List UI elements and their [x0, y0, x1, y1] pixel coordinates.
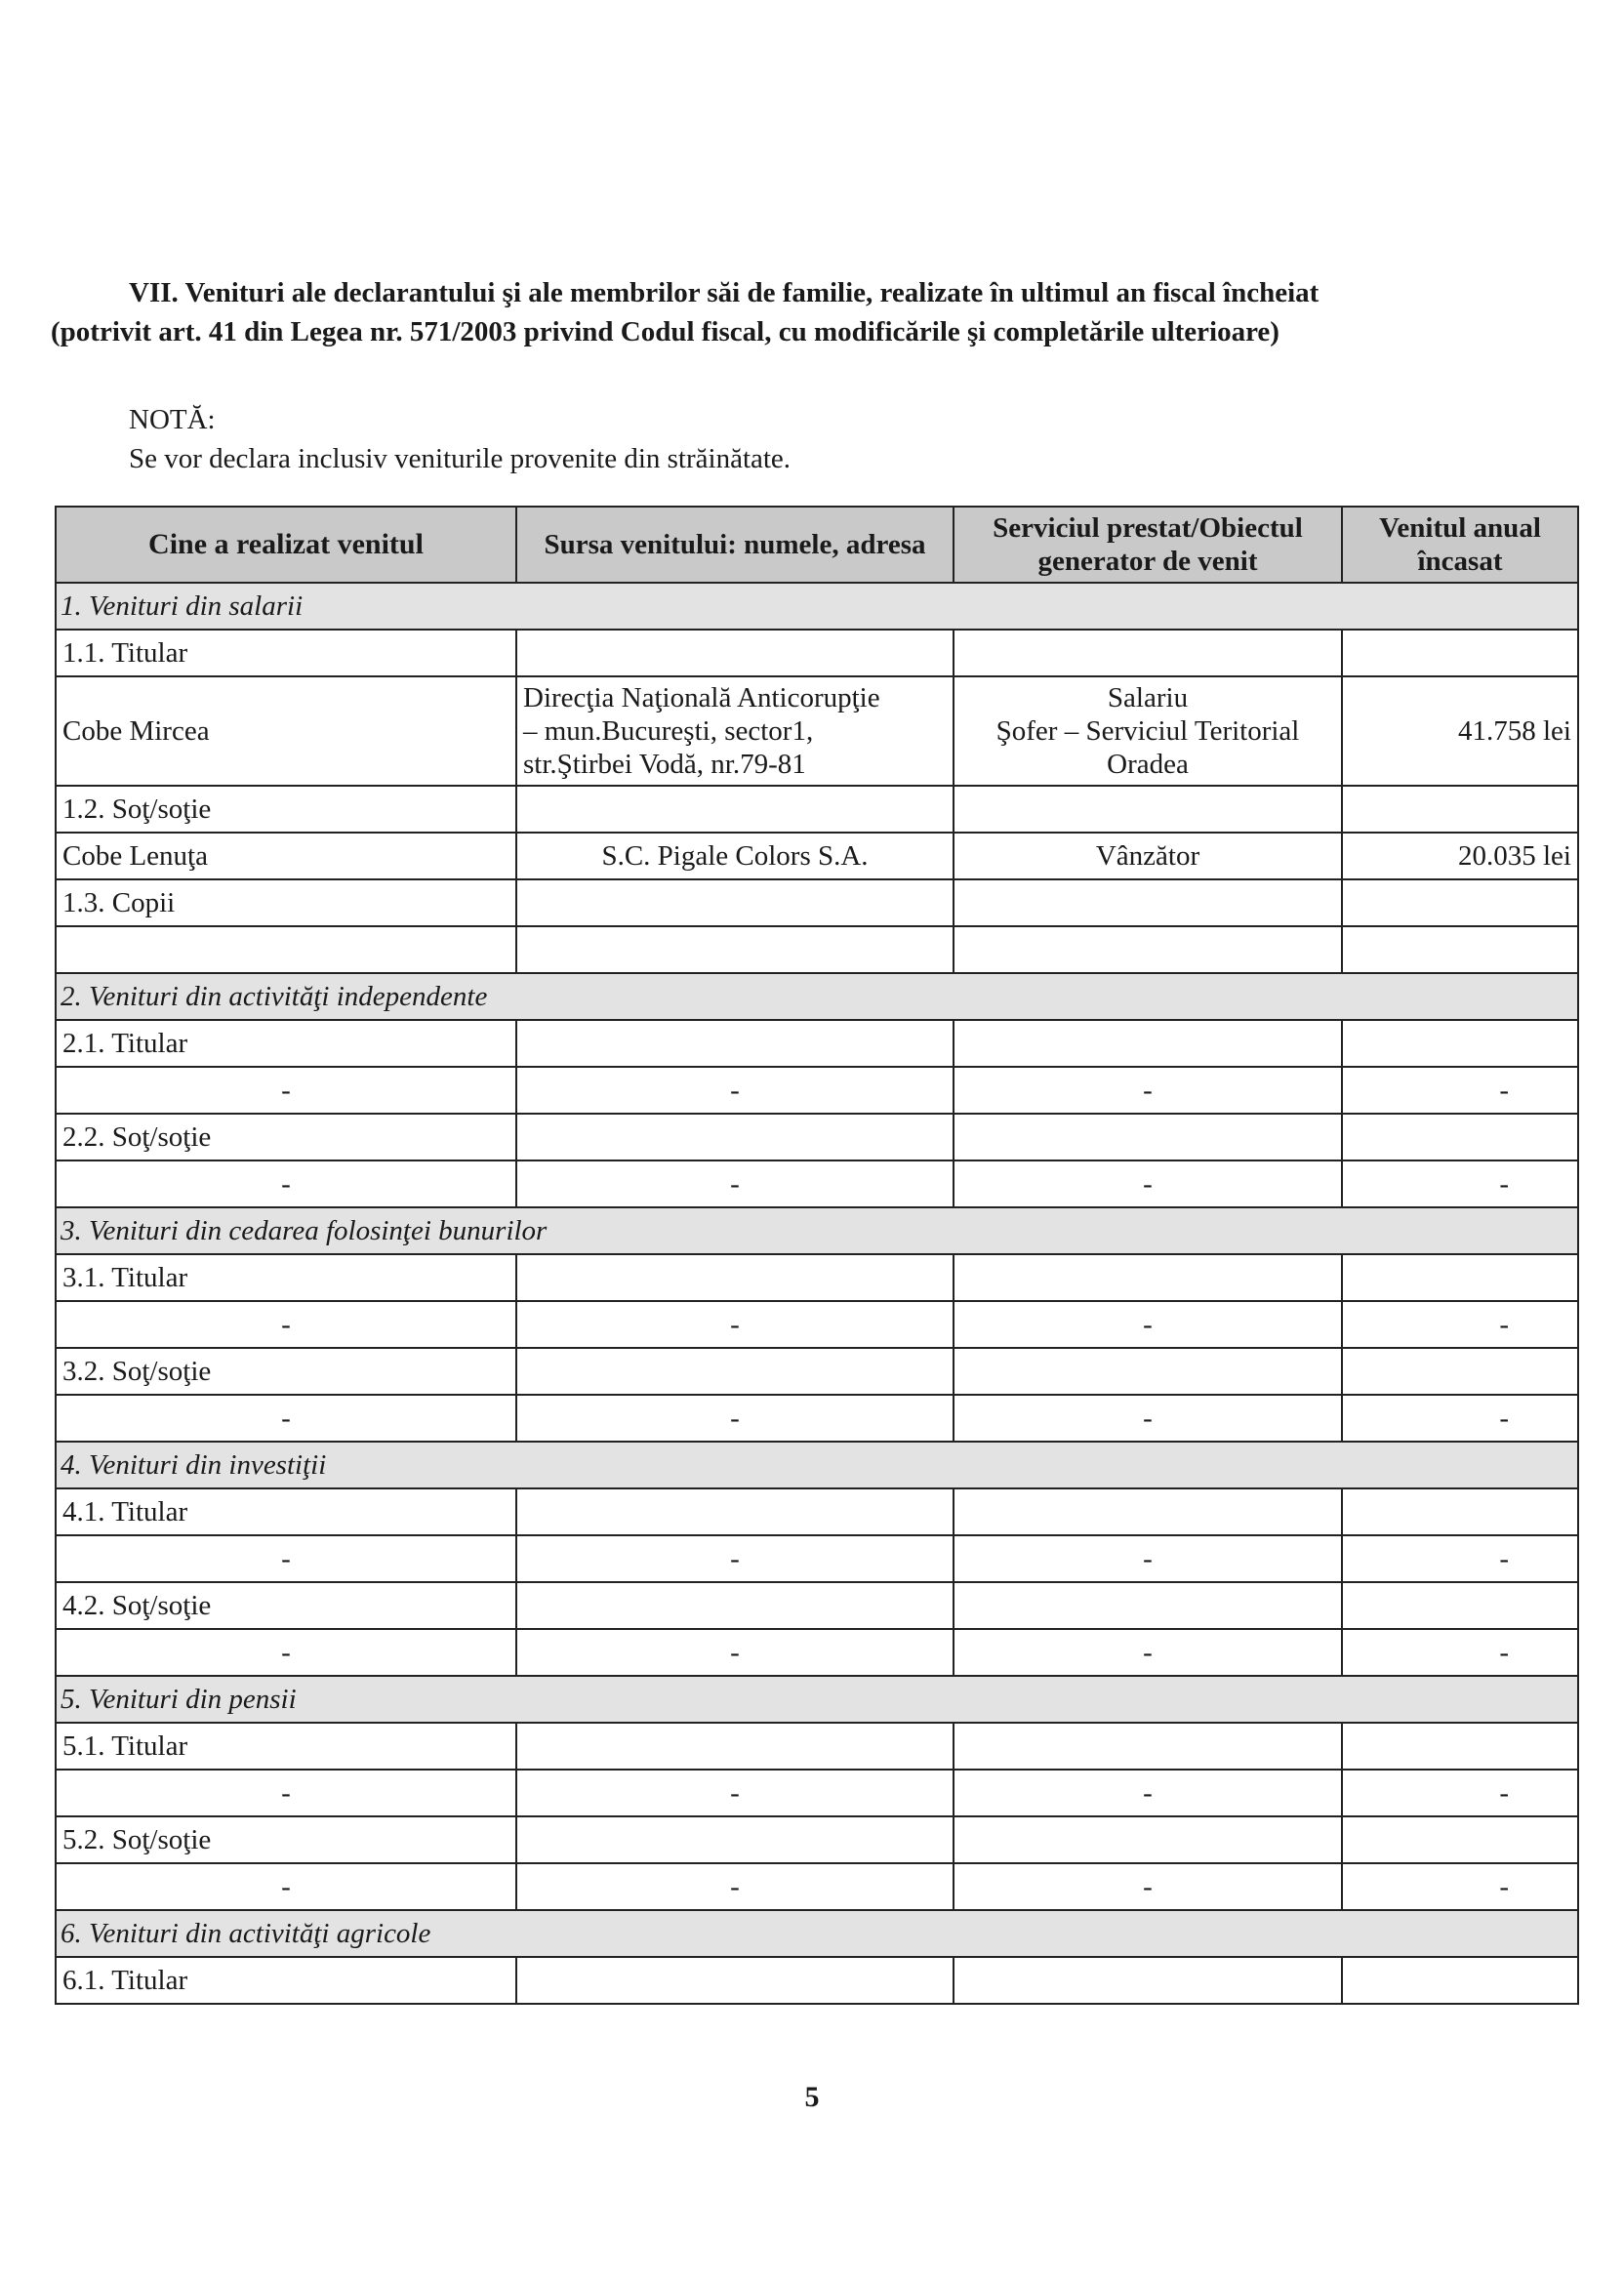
table-row [56, 1770, 1578, 1816]
table-row [56, 1114, 1578, 1160]
header-amount: Venitul anual încasat [1342, 507, 1578, 583]
dash-cell: - [516, 1395, 954, 1442]
section-title: 6. Venituri din activităţi agricole [56, 1910, 1578, 1957]
row-amount: 41.758 lei [1342, 676, 1578, 786]
dash-cell: - [1342, 1301, 1578, 1348]
table-row [56, 786, 1578, 833]
dash-cell: - [1342, 1863, 1578, 1910]
dash-cell: - [1342, 1770, 1578, 1816]
dash-cell: - [56, 1160, 516, 1207]
row-label: 2.2. Soţ/soţie [56, 1114, 516, 1160]
dash-cell: - [516, 1863, 954, 1910]
row-label: 4.1. Titular [56, 1488, 516, 1535]
table-row [56, 1395, 1578, 1442]
dash-cell: - [56, 1301, 516, 1348]
table-row [56, 1488, 1578, 1535]
table-row [56, 879, 1578, 926]
dash-cell: - [954, 1395, 1342, 1442]
dash-cell: - [516, 1301, 954, 1348]
row-label: 3.1. Titular [56, 1254, 516, 1301]
header-service: Serviciul prestat/Obiectul generator de venit [954, 507, 1342, 583]
heading-line-1: VII. Venituri ale declarantului şi ale membrilor săi de familie, realizate în ultimul an fiscal încheiat [129, 277, 1320, 308]
dash-cell: - [56, 1535, 516, 1582]
table-row [56, 1067, 1578, 1114]
table-row [56, 676, 1578, 786]
dash-cell: - [516, 1067, 954, 1114]
table-row [56, 1957, 1578, 2004]
income-table [55, 506, 1579, 2005]
note-block [129, 400, 791, 478]
table-row [56, 1348, 1578, 1395]
row-source: Direcţia Naţională Anticorupţie – mun.Bucureşti, sector1, str.Ştirbei Vodă, nr.79-81 [516, 676, 954, 786]
section-row [56, 1676, 1578, 1723]
note-text: Se vor declara inclusiv veniturile provenite din străinătate. [129, 443, 792, 474]
section-row [56, 1910, 1578, 1957]
section-row [56, 1442, 1578, 1488]
table-row [56, 630, 1578, 676]
heading-line-2: (potrivit art. 41 din Legea nr. 571/2003 privind Codul fiscal, cu modificările şi completările ulterioare) [51, 316, 1279, 347]
table-row [56, 926, 1578, 973]
dash-cell: - [954, 1770, 1342, 1816]
dash-cell: - [1342, 1535, 1578, 1582]
dash-cell: - [516, 1535, 954, 1582]
dash-cell: - [1342, 1395, 1578, 1442]
table-row [56, 1254, 1578, 1301]
table-row [56, 1629, 1578, 1676]
row-source: S.C. Pigale Colors S.A. [516, 833, 954, 879]
page-number: 5 [804, 2081, 820, 2113]
dash-cell: - [56, 1770, 516, 1816]
table-row [56, 1863, 1578, 1910]
section-heading [51, 273, 1573, 351]
row-label: 1.3. Copii [56, 879, 516, 926]
table-row [56, 1301, 1578, 1348]
dash-cell: - [954, 1863, 1342, 1910]
row-person: Cobe Lenuţa [56, 833, 516, 879]
dash-cell: - [516, 1629, 954, 1676]
section-title: 1. Venituri din salarii [56, 583, 1578, 630]
row-label: 6.1. Titular [56, 1957, 516, 2004]
row-label: 5.1. Titular [56, 1723, 516, 1770]
section-title: 3. Venituri din cedarea folosinţei bunurilor [56, 1207, 1578, 1254]
row-label: 1.1. Titular [56, 630, 516, 676]
section-row [56, 973, 1578, 1020]
section-row [56, 583, 1578, 630]
table-row [56, 1160, 1578, 1207]
row-label: 1.2. Soţ/soţie [56, 786, 516, 833]
note-title: NOTĂ: [129, 404, 216, 435]
row-label: 3.2. Soţ/soţie [56, 1348, 516, 1395]
table-row [56, 1723, 1578, 1770]
dash-cell: - [516, 1160, 954, 1207]
row-label: 2.1. Titular [56, 1020, 516, 1067]
dash-cell: - [1342, 1067, 1578, 1114]
row-service: Vânzător [954, 833, 1342, 879]
table-row [56, 833, 1578, 879]
dash-cell: - [954, 1535, 1342, 1582]
table-row [56, 1535, 1578, 1582]
table-header-row [56, 507, 1578, 583]
row-label: 5.2. Soţ/soţie [56, 1816, 516, 1863]
dash-cell: - [954, 1629, 1342, 1676]
row-person: Cobe Mircea [56, 676, 516, 786]
section-row [56, 1207, 1578, 1254]
section-title: 2. Venituri din activităţi independente [56, 973, 1578, 1020]
dash-cell: - [516, 1770, 954, 1816]
header-source: Sursa venitului: numele, adresa [516, 507, 954, 583]
dash-cell: - [954, 1301, 1342, 1348]
section-title: 5. Venituri din pensii [56, 1676, 1578, 1723]
dash-cell: - [56, 1863, 516, 1910]
dash-cell: - [56, 1395, 516, 1442]
dash-cell: - [56, 1629, 516, 1676]
table-row [56, 1020, 1578, 1067]
dash-cell: - [56, 1067, 516, 1114]
table-row [56, 1582, 1578, 1629]
row-amount: 20.035 lei [1342, 833, 1578, 879]
dash-cell: - [1342, 1629, 1578, 1676]
dash-cell: - [954, 1067, 1342, 1114]
dash-cell: - [1342, 1160, 1578, 1207]
table-row [56, 1816, 1578, 1863]
dash-cell: - [954, 1160, 1342, 1207]
row-service: Salariu Şofer – Serviciul Teritorial Oradea [954, 676, 1342, 786]
row-label: 4.2. Soţ/soţie [56, 1582, 516, 1629]
header-who: Cine a realizat venitul [56, 507, 516, 583]
section-title: 4. Venituri din investiţii [56, 1442, 1578, 1488]
